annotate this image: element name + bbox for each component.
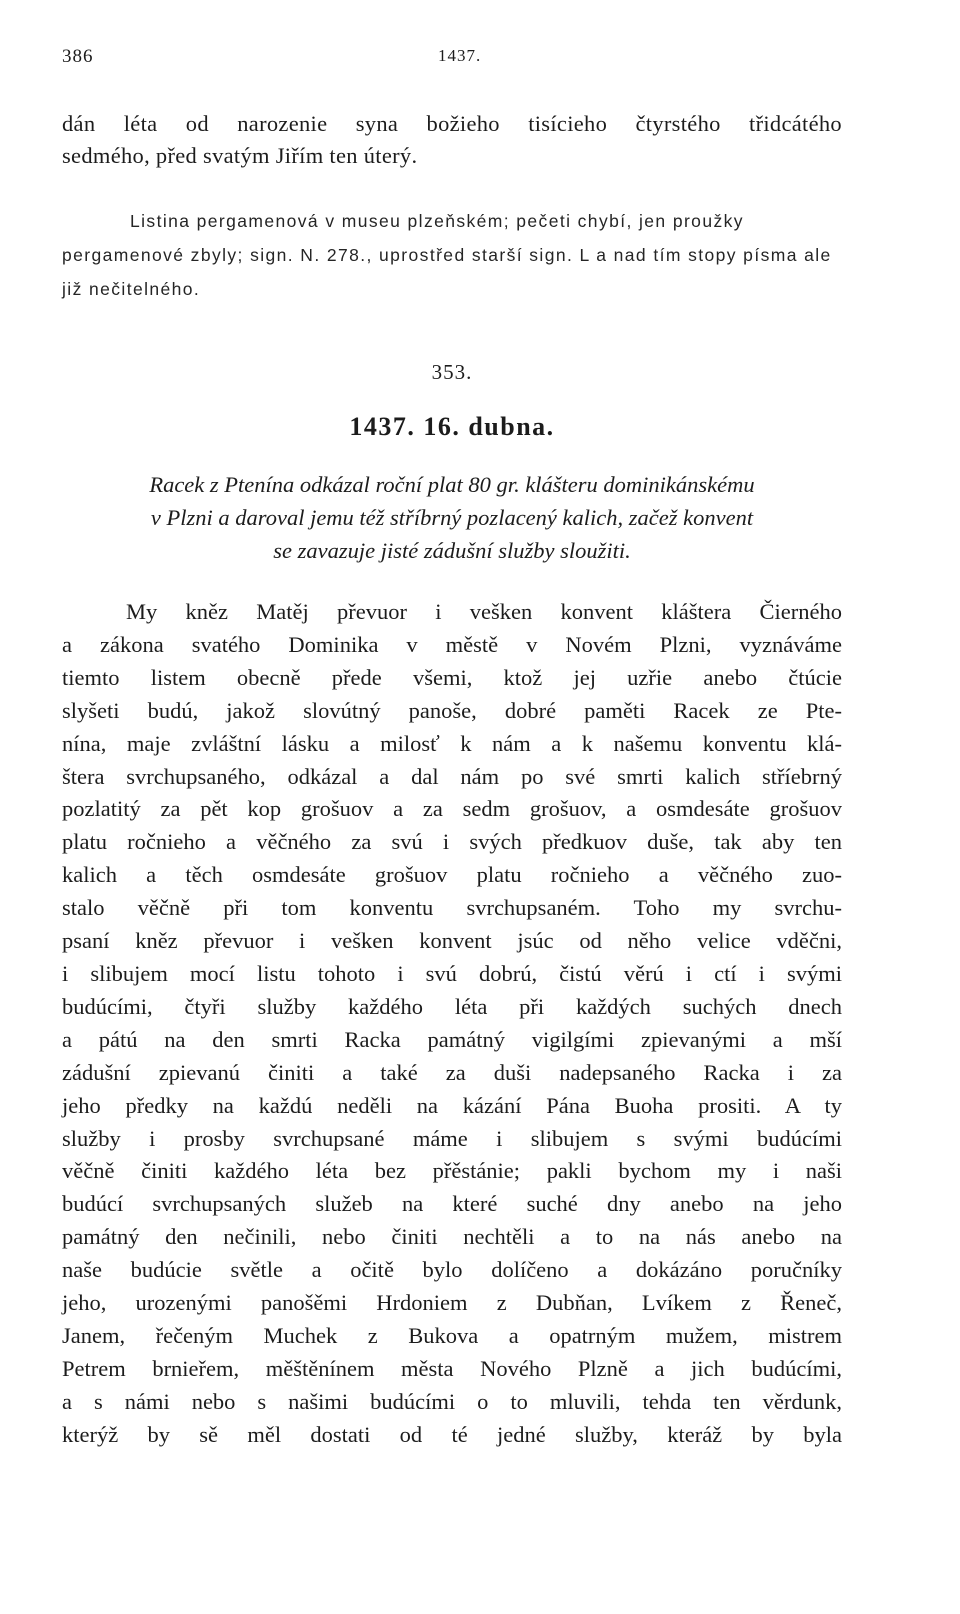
text-line: kterýž by sě měl dostati od té jedné služby, kteráž by byla	[62, 1421, 842, 1447]
note-line: Listina pergamenová v museu plzeňském; pečeti chybí, jen proužky	[130, 211, 744, 231]
text-line: jeho předky na každú neděli na kázání Pána Buoha prositi. A ty	[62, 1092, 842, 1118]
text-line: a zákona svatého Dominika v městě v Novém Plzni, vyznáváme	[62, 631, 842, 657]
text-line: Janem, řečeným Muchek z Bukova a opatrným mužem, mistrem	[62, 1322, 842, 1348]
text-line: zádušní zpievanú činiti a také za duši nadepsaného Racka i za	[62, 1059, 842, 1085]
text-line: jeho, urozenými panošěmi Hrdoniem z Dubňan, Lvíkem z Řeneč,	[62, 1290, 842, 1316]
note-line: pergamenové zbyly; sign. N. 278., uprostřed starší sign. L a nad tím	[62, 245, 682, 265]
text-line: platu ročnieho a věčného za svú i svých předkuov duše, tak aby ten	[62, 829, 842, 855]
document-text	[62, 596, 842, 1452]
document-number: 353.	[431, 360, 473, 384]
page-header	[62, 46, 842, 76]
document-date: 1437. 16. dubna.	[349, 412, 555, 441]
summary-line: Racek z Ptenína odkázal roční plat 80 gr. klášteru dominikánskému	[149, 472, 755, 497]
text-line: nína, maje zvláštní lásku a milosť k nám a k našemu konventu klá-	[62, 730, 842, 756]
text-line: tiemto listem obecně přede všemi, ktož jej uzřie anebo čtúcie	[62, 664, 842, 690]
previous-document-ending	[62, 108, 842, 172]
text-line: věčně činiti každého léta bez přěstánie; pakli bychom my i naši	[62, 1158, 842, 1184]
book-page	[62, 0, 842, 1614]
text-line: i slibujem mocí listu tohoto i svú dobrú, čistú věrú i ctí i svými	[62, 960, 842, 986]
text-line: služby i prosby svrchupsané máme i slibujem s svými budúcími	[62, 1125, 842, 1151]
archival-note	[62, 204, 842, 306]
text-line: a pátú na den smrti Racka památný vigilgími zpievanými a mší	[62, 1026, 842, 1052]
text-line: budúcí svrchupsaných služeb na které suché dny anebo na jeho	[62, 1191, 842, 1217]
note-line: stopy písma ale již nečitelného.	[62, 245, 832, 299]
text-line: Petrem brnieřem, měštěnínem města Nového Plzně a jich budúcími,	[62, 1355, 842, 1381]
text-line: štera svrchupsaného, odkázal a dal nám po své smrti kalich stříebrný	[62, 763, 842, 789]
text-line: kalich a těch osmdesáte grošuov platu ročnieho a věčného zuo-	[62, 862, 842, 888]
document-summary	[62, 468, 842, 567]
summary-line: se zavazuje jisté zádušní služby sloužiti.	[273, 538, 631, 563]
text-line: My kněz Matěj převuor i vešken konvent kláštera Čierného	[126, 599, 842, 624]
text-line: budúcími, čtyři služby každého léta při každých suchých dnech	[62, 993, 842, 1019]
text-line: a s námi nebo s našimi budúcími o to mluvili, tehda ten věrdunk,	[62, 1388, 842, 1414]
text-line: památný den nečinili, nebo činiti nechtěli a to na nás anebo na	[62, 1224, 842, 1250]
page-number: 386	[62, 46, 94, 67]
summary-line: v Plzni a daroval jemu též stříbrný pozlacený kalich, začež konvent	[150, 505, 754, 530]
text-line: slyšeti budú, jakož slovútný panoše, dobré paměti Racek ze Pte-	[62, 697, 842, 723]
text-line: naše budúcie světle a očitě bylo dolíčeno a dokázáno poručníky	[62, 1257, 842, 1283]
running-head: 1437.	[438, 46, 482, 65]
text-line: sedmého, před svatým Jiřím ten úterý.	[62, 143, 418, 168]
text-line: dán léta od narozenie syna božieho tisícieho čtyrstého třidcátého	[62, 111, 842, 136]
text-line: psaní kněz převuor i vešken konvent jsúc od něho velice vděčni,	[62, 928, 842, 954]
text-line: stalo věčně při tom konventu svrchupsaném. Toho my svrchu-	[62, 895, 842, 921]
text-line: pozlatitý za pět kop grošuov a za sedm grošuov, a osmdesáte grošuov	[62, 796, 842, 822]
